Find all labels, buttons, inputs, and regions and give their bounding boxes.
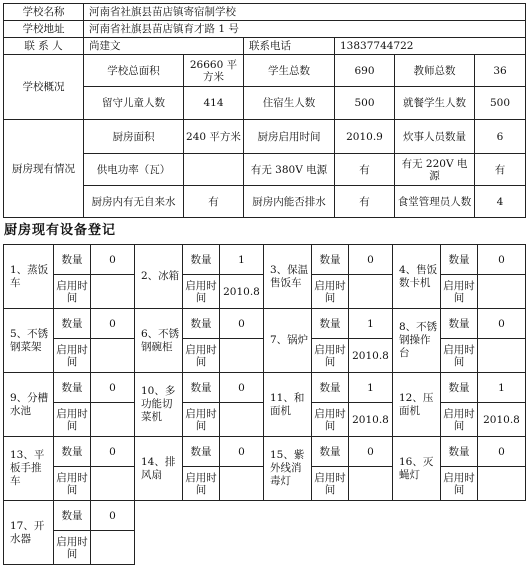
equipment-name: 15、紫外线消毒灯 xyxy=(264,437,312,501)
equipment-name: 17、开水器 xyxy=(4,501,54,565)
start-value xyxy=(349,467,393,501)
kitchen-label: 厨房现有情况 xyxy=(4,120,84,218)
equipment-row xyxy=(4,437,526,467)
phone-label: 联系电话 xyxy=(244,38,335,55)
qty-label: 数量 xyxy=(183,245,220,275)
start-value xyxy=(220,403,264,437)
equipment-name: 16、灭蝇灯 xyxy=(393,437,441,501)
equipment-name: 8、不锈钢操作台 xyxy=(393,309,441,373)
qty-value: 1 xyxy=(220,245,264,275)
start-value xyxy=(478,339,526,373)
water-label: 厨房内有无自来水 xyxy=(84,186,184,218)
v380: 有 xyxy=(335,154,395,186)
phone: 13837744722 xyxy=(335,38,526,55)
address: 河南省社旗县苗店镇育才路 1 号 xyxy=(84,21,526,38)
qty-value: 0 xyxy=(91,373,135,403)
qty-label: 数量 xyxy=(54,501,91,531)
total-area: 26660 平方米 xyxy=(184,55,244,87)
students: 690 xyxy=(335,55,395,87)
boarders: 500 xyxy=(335,87,395,120)
drain-label: 厨房内能否排水 xyxy=(244,186,335,218)
qty-value: 0 xyxy=(349,245,393,275)
start-label: 启用时间 xyxy=(183,467,220,501)
start-value xyxy=(478,467,526,501)
start-label: 启用时间 xyxy=(183,339,220,373)
boarders-label: 住宿生人数 xyxy=(244,87,335,120)
canteen-mgr-label: 食堂管理员人数 xyxy=(395,186,475,218)
v380-label: 有无 380V 电源 xyxy=(244,154,335,186)
left-behind: 414 xyxy=(184,87,244,120)
start-label: 启用时间 xyxy=(183,403,220,437)
cooks: 6 xyxy=(475,120,526,154)
equipment-name: 4、售饭数卡机 xyxy=(393,245,441,309)
qty-label: 数量 xyxy=(312,309,349,339)
diners: 500 xyxy=(475,87,526,120)
qty-label: 数量 xyxy=(312,245,349,275)
water: 有 xyxy=(184,186,244,218)
start-value xyxy=(220,339,264,373)
students-label: 学生总数 xyxy=(244,55,335,87)
kitchen-start: 2010.9 xyxy=(335,120,395,154)
qty-label: 数量 xyxy=(54,437,91,467)
qty-value: 1 xyxy=(349,373,393,403)
v220: 有 xyxy=(475,154,526,186)
equipment-name: 6、不锈钢碗柜 xyxy=(135,309,183,373)
start-value xyxy=(220,467,264,501)
equipment-name: 13、平板手推车 xyxy=(4,437,54,501)
qty-label: 数量 xyxy=(54,373,91,403)
equipment-name: 10、多功能切菜机 xyxy=(135,373,183,437)
start-value xyxy=(91,531,135,565)
teachers-label: 教师总数 xyxy=(395,55,475,87)
qty-value: 0 xyxy=(91,309,135,339)
equipment-name: 2、冰箱 xyxy=(135,245,183,309)
kitchen-area-label: 厨房面积 xyxy=(84,120,184,154)
qty-value: 0 xyxy=(220,437,264,467)
equipment-name: 3、保温售饭车 xyxy=(264,245,312,309)
start-value xyxy=(91,403,135,437)
power xyxy=(184,154,244,186)
qty-value: 0 xyxy=(91,501,135,531)
qty-value: 0 xyxy=(478,245,526,275)
start-label: 启用时间 xyxy=(312,339,349,373)
overview-label: 学校概况 xyxy=(4,55,84,120)
qty-label: 数量 xyxy=(54,309,91,339)
qty-label: 数量 xyxy=(183,373,220,403)
qty-value: 1 xyxy=(349,309,393,339)
address-label: 学校地址 xyxy=(4,21,84,38)
start-value xyxy=(91,339,135,373)
start-label: 启用时间 xyxy=(312,467,349,501)
section-title: 厨房现有设备登记 xyxy=(4,223,117,238)
start-label: 启用时间 xyxy=(441,339,478,373)
start-value xyxy=(349,275,393,309)
qty-value: 0 xyxy=(91,245,135,275)
qty-label: 数量 xyxy=(441,309,478,339)
equipment-name: 14、排风扇 xyxy=(135,437,183,501)
equipment-row xyxy=(4,501,526,531)
cooks-label: 炊事人员数量 xyxy=(395,120,475,154)
start-value: 2010.8 xyxy=(220,275,264,309)
school-name: 河南省社旗县苗店镇寄宿制学校 xyxy=(84,4,526,21)
start-label: 启用时间 xyxy=(183,275,220,309)
v220-label: 有无 220V 电源 xyxy=(395,154,475,186)
kitchen-area: 240 平方米 xyxy=(184,120,244,154)
teachers: 36 xyxy=(475,55,526,87)
qty-label: 数量 xyxy=(54,245,91,275)
start-value: 2010.8 xyxy=(349,339,393,373)
start-label: 启用时间 xyxy=(54,339,91,373)
qty-value: 0 xyxy=(349,437,393,467)
start-label: 启用时间 xyxy=(54,275,91,309)
qty-label: 数量 xyxy=(441,437,478,467)
qty-value: 0 xyxy=(91,437,135,467)
equipment-row xyxy=(4,309,526,339)
start-label: 启用时间 xyxy=(441,467,478,501)
qty-value: 0 xyxy=(478,437,526,467)
start-label: 启用时间 xyxy=(54,531,91,565)
left-behind-label: 留守儿童人数 xyxy=(84,87,184,120)
start-value xyxy=(91,467,135,501)
equipment-name: 7、锅炉 xyxy=(264,309,312,373)
qty-value: 0 xyxy=(220,373,264,403)
equipment-name: 1、蒸饭车 xyxy=(4,245,54,309)
qty-label: 数量 xyxy=(441,245,478,275)
qty-label: 数量 xyxy=(441,373,478,403)
start-label: 启用时间 xyxy=(441,275,478,309)
qty-label: 数量 xyxy=(312,373,349,403)
equipment-row xyxy=(4,373,526,403)
qty-value: 0 xyxy=(478,309,526,339)
equipment-name: 5、不锈钢菜架 xyxy=(4,309,54,373)
equipment-row xyxy=(4,245,526,275)
power-label: 供电功率（瓦） xyxy=(84,154,184,186)
start-label: 启用时间 xyxy=(54,467,91,501)
drain: 有 xyxy=(335,186,395,218)
equipment-row xyxy=(4,531,526,565)
start-value: 2010.8 xyxy=(349,403,393,437)
diners-label: 就餐学生人数 xyxy=(395,87,475,120)
qty-label: 数量 xyxy=(183,437,220,467)
school-info-table xyxy=(3,3,526,218)
equipment-name: 12、压面机 xyxy=(393,373,441,437)
kitchen-start-label: 厨房启用时间 xyxy=(244,120,335,154)
start-label: 启用时间 xyxy=(441,403,478,437)
equipment-name: 9、分槽水池 xyxy=(4,373,54,437)
qty-label: 数量 xyxy=(183,309,220,339)
start-value xyxy=(91,275,135,309)
total-area-label: 学校总面积 xyxy=(84,55,184,87)
equipment-table-body xyxy=(4,245,526,565)
qty-value: 0 xyxy=(220,309,264,339)
canteen-mgr: 4 xyxy=(475,186,526,218)
start-value xyxy=(478,275,526,309)
qty-value: 1 xyxy=(478,373,526,403)
start-value: 2010.8 xyxy=(478,403,526,437)
start-label: 启用时间 xyxy=(54,403,91,437)
start-label: 启用时间 xyxy=(312,403,349,437)
qty-label: 数量 xyxy=(312,437,349,467)
start-label: 启用时间 xyxy=(312,275,349,309)
contact: 尚建文 xyxy=(84,38,244,55)
equipment-table xyxy=(3,244,526,565)
equipment-name: 11、和面机 xyxy=(264,373,312,437)
contact-label: 联 系 人 xyxy=(4,38,84,55)
school-name-label: 学校名称 xyxy=(4,4,84,21)
